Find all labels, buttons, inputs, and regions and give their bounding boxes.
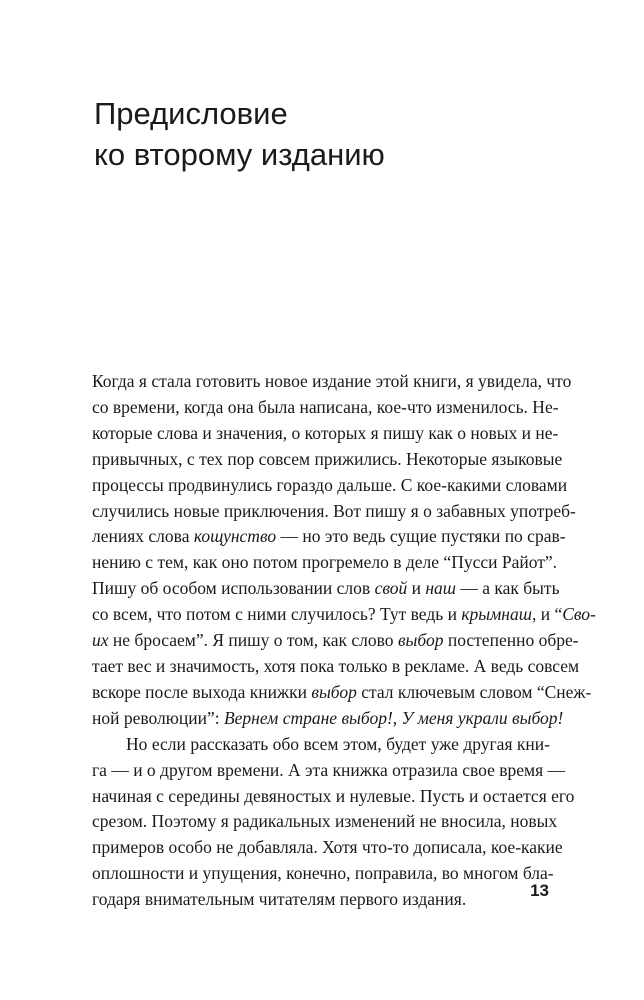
text-run: постепенно обре- bbox=[443, 630, 579, 651]
text-line: Но если рассказать обо всем этом, будет уже другая кни- bbox=[126, 733, 550, 754]
text-line: нению с тем, как оно потом прогремело в деле “Пусси Райот”. bbox=[92, 552, 558, 573]
text-run: ной революции”: bbox=[92, 707, 224, 728]
text-line: Когда я стала готовить новое издание этой книги, я увидела, что bbox=[92, 371, 572, 391]
text-run: — а как быть bbox=[455, 578, 560, 599]
text-line bbox=[92, 680, 592, 706]
text-run: — но это ведь сущие пустяки по срав- bbox=[276, 526, 566, 547]
text-run: и bbox=[407, 578, 426, 599]
italic-term: выбор bbox=[397, 630, 444, 651]
chapter-heading bbox=[94, 93, 385, 175]
text-line bbox=[92, 602, 596, 628]
text-line bbox=[92, 706, 564, 732]
text-line bbox=[92, 524, 566, 550]
paragraph-1 bbox=[92, 369, 596, 732]
text-line: срезом. Поэтому я радикальных изменений не вносила, новых bbox=[92, 811, 558, 832]
italic-term: крымнаш bbox=[461, 604, 532, 625]
text-line: случились новые приключения. Вот пишу я о забавных употреб- bbox=[92, 500, 576, 521]
text-run: лениях слова bbox=[92, 526, 194, 547]
page-number: 13 bbox=[530, 881, 549, 900]
text-run: со всем, что потом с ними случилось? Тут ведь и bbox=[92, 604, 462, 625]
italic-quote: Вернем стране выбор!, У меня украли выбор! bbox=[223, 707, 564, 728]
text-line: га — и о другом времени. А эта книжка отразила свое время — bbox=[92, 759, 566, 780]
text-line bbox=[92, 576, 560, 602]
paragraph-2 bbox=[92, 732, 575, 913]
italic-term: их bbox=[92, 630, 109, 651]
text-line: процессы продвинулись гораздо дальше. С кое-какими словами bbox=[92, 474, 568, 495]
text-line: примеров особо не добавляла. Хотя что-то дописала, кое-какие bbox=[92, 837, 563, 858]
text-line: оплошности и упущения, конечно, поправила, во многом бла- bbox=[92, 863, 554, 884]
text-run: не бросаем”. Я пишу о том, как слово bbox=[108, 630, 398, 651]
italic-term: наш bbox=[425, 578, 456, 599]
italic-term: выбор bbox=[311, 681, 357, 702]
chapter-heading-line-1: Предисловие bbox=[94, 96, 288, 131]
text-run: стал ключевым словом “Снеж- bbox=[356, 681, 592, 702]
text-line: тает вес и значимость, хотя пока только в рекламе. А ведь совсем bbox=[92, 655, 580, 676]
italic-term: свой bbox=[374, 578, 408, 599]
text-line: которые слова и значения, о которых я пишу как о новых и не- bbox=[92, 422, 559, 443]
text-line: годаря внимательным читателям первого издания. bbox=[92, 889, 467, 910]
body-text bbox=[92, 369, 596, 913]
text-line: со времени, когда она была написана, кое-что изменилось. Не- bbox=[92, 396, 559, 417]
italic-term: кощунство bbox=[193, 526, 277, 547]
text-run: вскоре после выхода книжки bbox=[92, 681, 312, 702]
chapter-heading-line-2: ко второму изданию bbox=[94, 137, 385, 172]
italic-term: Сво- bbox=[562, 604, 596, 625]
text-run: Пишу об особом использовании слов bbox=[92, 578, 375, 599]
text-line: привычных, с тех пор совсем прижились. Некоторые языковые bbox=[92, 448, 563, 469]
text-run: , и “ bbox=[531, 604, 563, 625]
text-line bbox=[92, 628, 579, 654]
text-line: начиная с середины девяностых и нулевые. Пусть и остается его bbox=[92, 785, 575, 806]
